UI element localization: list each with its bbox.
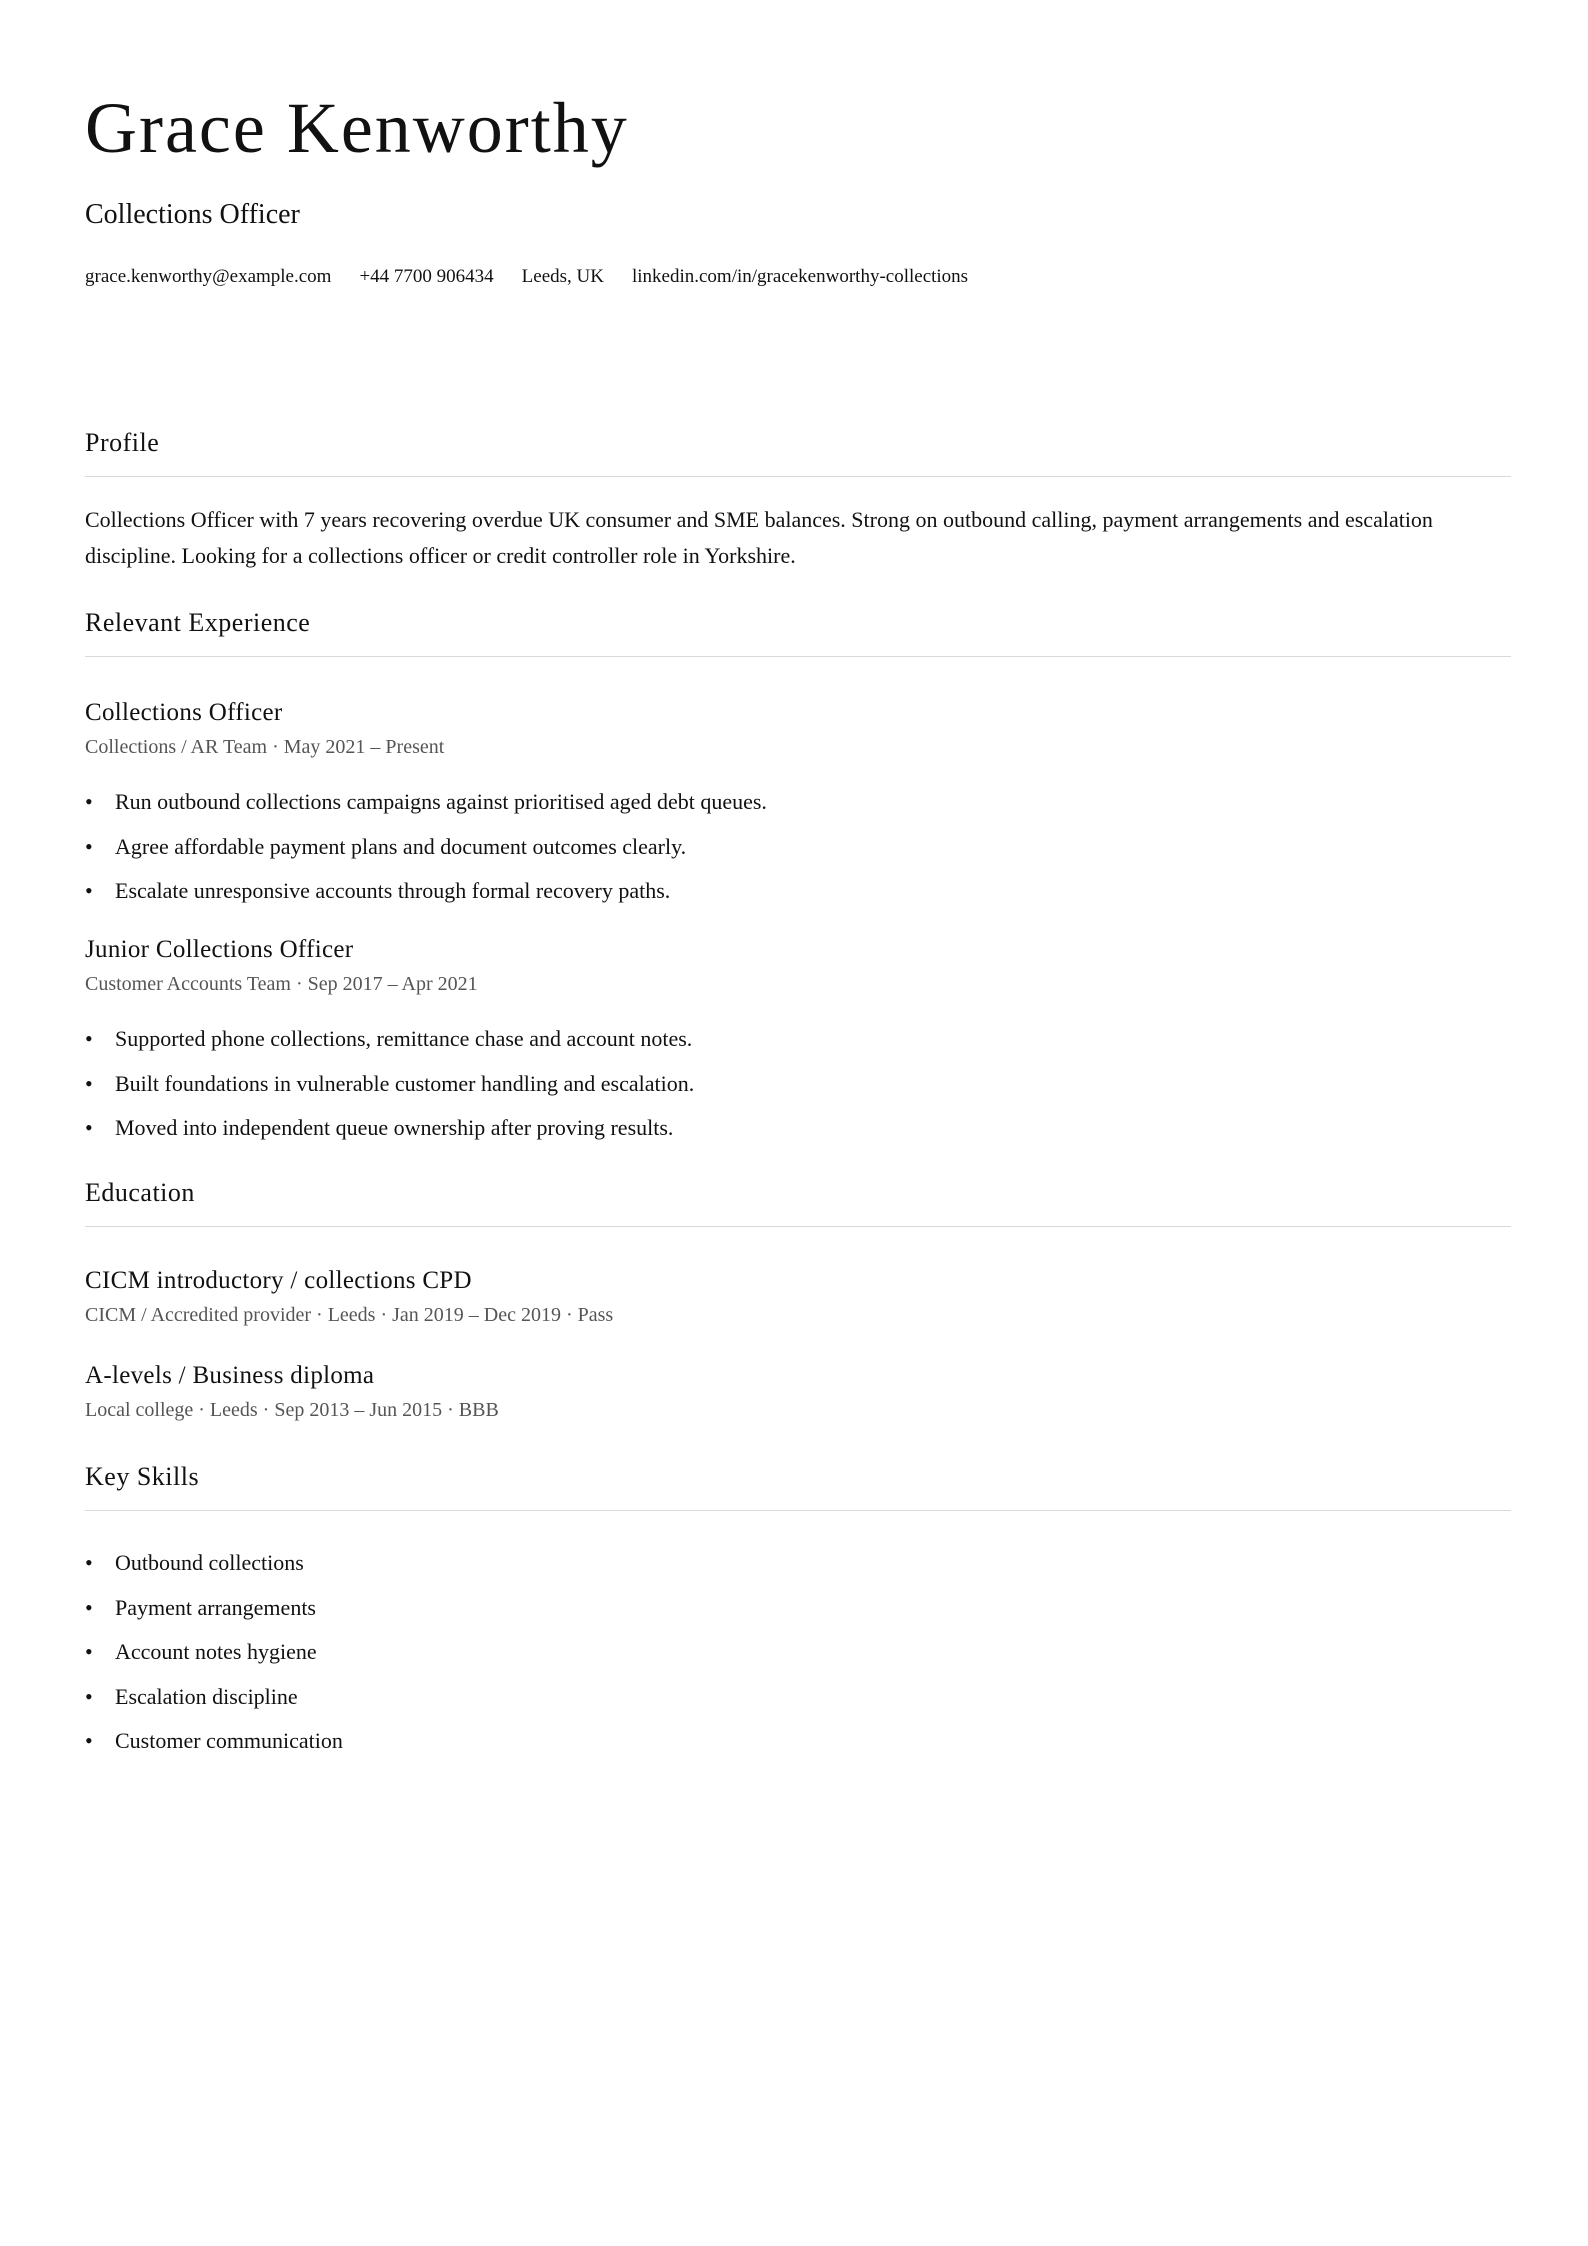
list-item: • Escalation discipline [85, 1675, 343, 1720]
bullet-icon: • [85, 833, 93, 859]
bullet-icon: • [85, 789, 93, 814]
education-title: A-levels / Business diploma [85, 1362, 375, 1389]
section-divider [85, 1510, 1511, 1511]
profile-summary: Collections Officer with 7 years recovering overdue UK consumer and SME balances. Strong on outbound calling, payment arrangements and escalation discipline. Looking for a collections officer or credit controller role in Yorkshire. [85, 507, 1433, 568]
list-item: • Escalate unresponsive accounts through formal recovery paths. [85, 869, 767, 914]
job-meta: Customer Accounts Team · Sep 2017 – Apr 2021 [85, 973, 478, 995]
list-item: • Agree affordable payment plans and document outcomes clearly. [85, 825, 767, 870]
job-bullets [85, 1017, 694, 1151]
section-title-profile: Profile [85, 428, 160, 457]
list-item: • Account notes hygiene [85, 1630, 343, 1675]
list-item: • Built foundations in vulnerable customer handling and escalation. [85, 1062, 694, 1107]
section-title-education: Education [85, 1178, 195, 1207]
bullet-icon: • [85, 1550, 93, 1575]
bullet-icon: • [85, 1026, 93, 1051]
section-divider [85, 476, 1511, 477]
bullet-icon: • [85, 1683, 93, 1709]
job-meta: Collections / AR Team · May 2021 – Present [85, 736, 445, 758]
section-title-experience: Relevant Experience [85, 608, 311, 637]
bullet-icon: • [85, 1594, 93, 1620]
bullet-icon: • [85, 1639, 93, 1664]
bullet-icon: • [85, 878, 93, 903]
education-title: CICM introductory / collections CPD [85, 1267, 472, 1294]
bullet-icon: • [85, 1070, 93, 1096]
education-meta: CICM / Accredited provider · Leeds · Jan 2019 – Dec 2019 · Pass [85, 1304, 614, 1326]
bullet-icon: • [85, 1115, 93, 1140]
list-item: • Payment arrangements [85, 1586, 343, 1631]
job-title: Collections Officer [85, 699, 283, 726]
bullet-icon: • [85, 1728, 93, 1753]
contact-line [85, 266, 968, 288]
section-title-skills: Key Skills [85, 1462, 200, 1491]
section-divider [85, 656, 1511, 657]
contact-location: Leeds, UK [521, 266, 604, 287]
education-meta: Local college · Leeds · Sep 2013 – Jun 2015 · BBB [85, 1399, 499, 1421]
contact-linkedin: linkedin.com/in/gracekenworthy-collections [631, 266, 969, 287]
candidate-role: Collections Officer [85, 199, 300, 230]
section-divider [85, 1226, 1511, 1227]
contact-phone: +44 7700 906434 [359, 266, 494, 287]
list-item: • Moved into independent queue ownership after proving results. [85, 1106, 694, 1151]
job-bullets [85, 780, 767, 914]
list-item: • Supported phone collections, remittance chase and account notes. [85, 1017, 694, 1062]
list-item: • Run outbound collections campaigns against prioritised aged debt queues. [85, 780, 767, 825]
job-title: Junior Collections Officer [85, 936, 354, 963]
contact-email: grace.kenworthy@example.com [85, 266, 332, 287]
candidate-name: Grace Kenworthy [85, 88, 629, 168]
skills-list [85, 1541, 343, 1764]
list-item: • Customer communication [85, 1719, 343, 1764]
list-item: • Outbound collections [85, 1541, 343, 1586]
